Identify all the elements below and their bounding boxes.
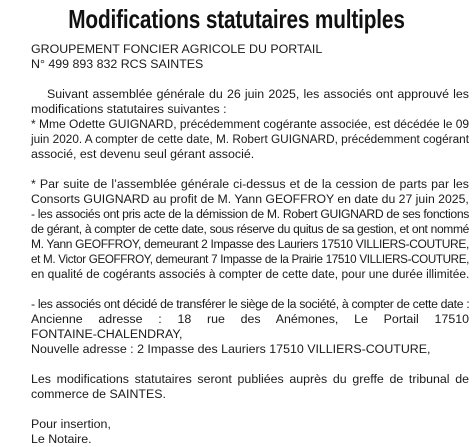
paragraph-line: FONTAINE-CHALENDRAY, <box>31 327 183 341</box>
closing-line: Pour insertion, <box>31 417 111 431</box>
paragraph-line: Ancienne adresse : 18 rue des Anémones, Le Portail 17510 <box>31 312 469 326</box>
paragraph-line: en qualité de cogérants associés à compter de cette date, pour une durée illimitée. <box>31 267 470 281</box>
paragraph-line: Suivant assemblée générale du 26 juin 2025, les associés ont approuvé les <box>47 87 469 101</box>
spacer <box>31 357 469 372</box>
spacer <box>31 72 469 87</box>
paragraph-line: commerce de SAINTES. <box>31 387 166 401</box>
notice-title: Modifications statutaires multiples <box>68 4 405 34</box>
paragraph-line: Nouvelle adresse : 2 Impasse des Lauriers 17510 VILLIERS-COUTURE, <box>31 342 431 356</box>
paragraph-line: - les associés ont pris acte de la démission de M. Robert GUIGNARD de ses fonctions <box>31 207 469 221</box>
signature-line: Le Notaire. <box>31 432 92 446</box>
paragraph-line: associé, est devenu seul gérant associé. <box>31 147 255 161</box>
notice-body <box>31 42 469 447</box>
spacer <box>31 162 469 177</box>
registration-number: N° 499 893 832 RCS SAINTES <box>31 57 204 71</box>
company-name: GROUPEMENT FONCIER AGRICOLE DU PORTAIL <box>31 42 323 56</box>
paragraph-line: de gérant, à compter de cette date, sous réserve du quitus de sa gestion, et ont nommé <box>31 222 469 236</box>
paragraph-line: modifications statutaires suivantes : <box>31 102 227 116</box>
paragraph-line: M. Yann GEOFFROY, demeurant 2 Impasse des Lauriers 17510 VILLIERS-COUTURE, <box>31 237 469 251</box>
paragraph-line: Consorts GUIGNARD au profit de M. Yann GEOFFROY en date du 27 juin 2025, <box>31 192 469 206</box>
paragraph-line: Les modifications statutaires seront publiées auprès du greffe de tribunal de <box>31 372 469 386</box>
paragraph-line: * Par suite de l’assemblée générale ci-dessus et de la cession de parts par les <box>31 177 469 191</box>
paragraph-line: * Mme Odette GUIGNARD, précédemment cogérante associée, est décédée le 09 <box>31 117 470 131</box>
paragraph-line: - les associés ont décidé de transférer le siège de la société, à compter de cette date : <box>31 297 470 311</box>
paragraph-line: juin 2020. A compter de cette date, M. Robert GUIGNARD, précédemment cogérant <box>31 132 470 146</box>
spacer <box>31 402 469 417</box>
spacer <box>31 282 469 297</box>
paragraph-line: et M. Victor GEOFFROY, demeurant 7 Impasse de la Prairie 17510 VILLIERS-COUTURE, <box>31 253 469 266</box>
